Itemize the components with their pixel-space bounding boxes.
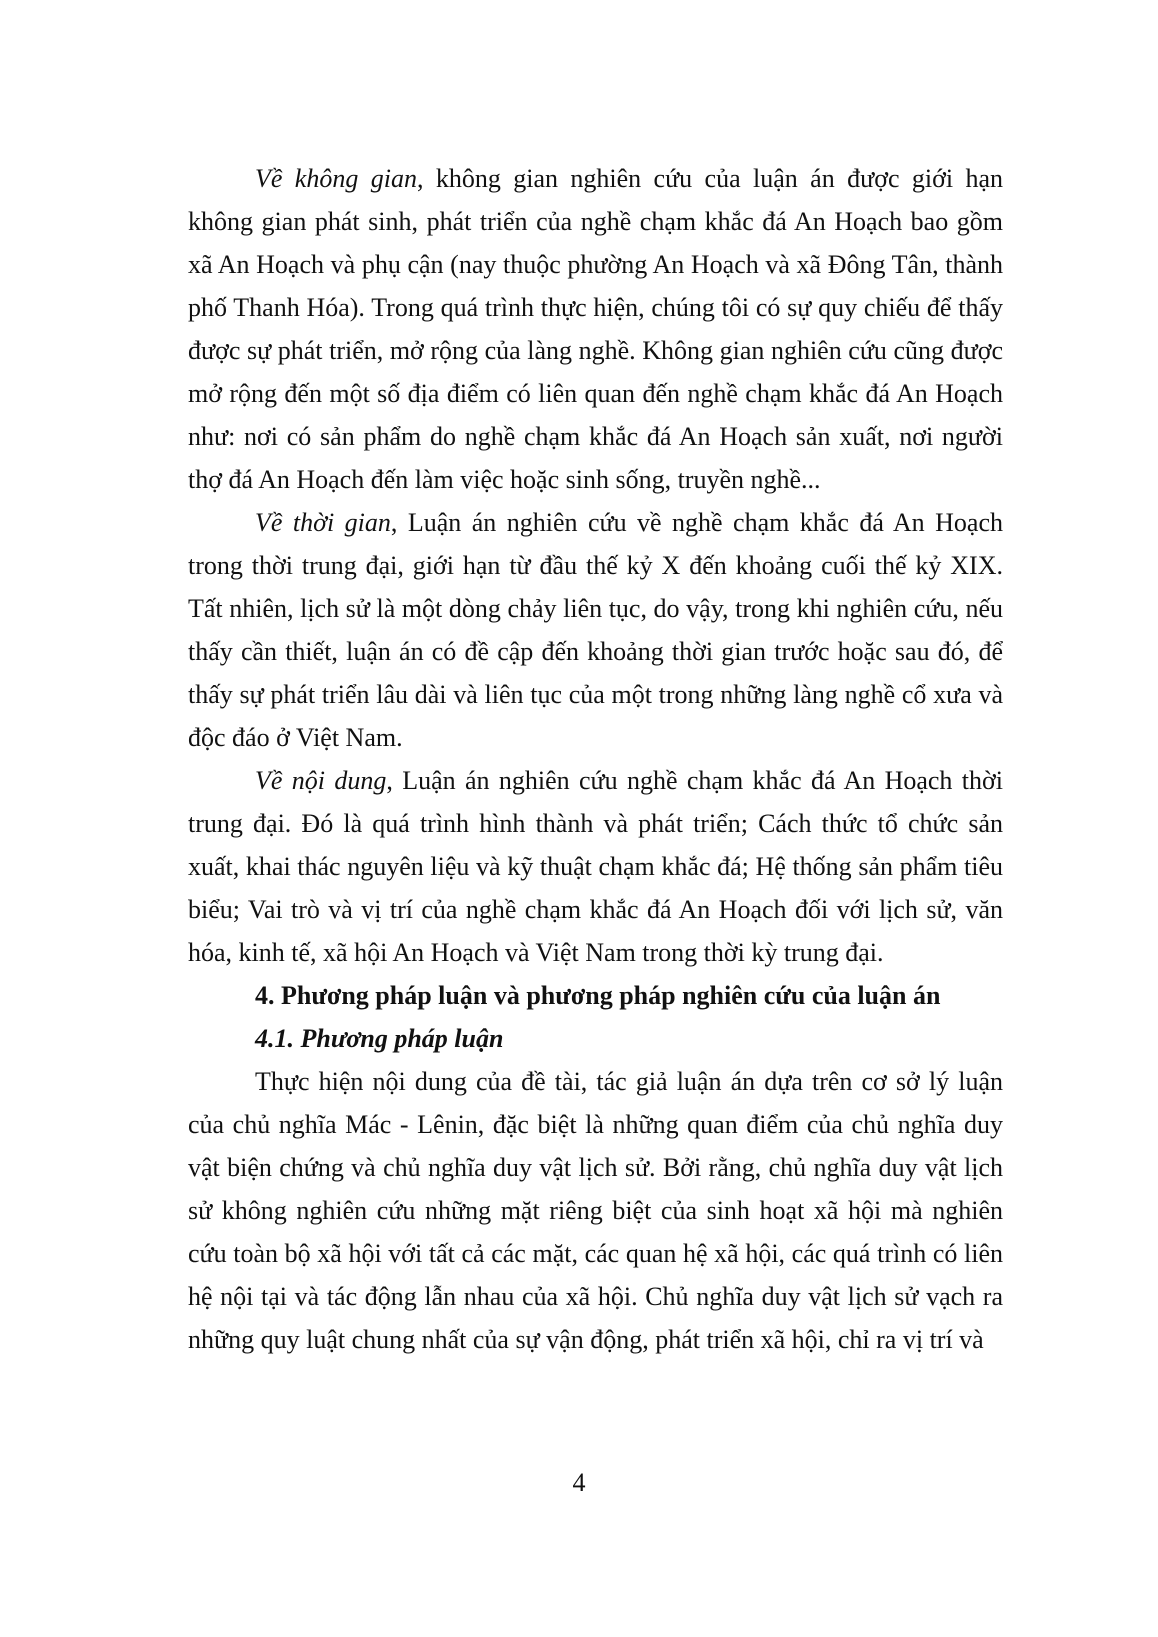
paragraph-lead: Về thời gian (255, 508, 391, 537)
paragraph-lead: Về không gian (255, 164, 417, 193)
page-number: 4 (572, 1468, 586, 1497)
page-content (188, 157, 1003, 1361)
paragraph-lead: Về nội dung (255, 766, 387, 795)
paragraph-content-scope (188, 759, 1003, 974)
paragraph-space-scope (188, 157, 1003, 501)
paragraph-methodology: Thực hiện nội dung của đề tài, tác giả luận án dựa trên cơ sở lý luận của chủ nghĩa Mác - Lênin, đặc biệt là những quan điểm của chủ nghĩa duy vật biện chứng và chủ nghĩa duy vật lịch sử. Bởi rằng, chủ nghĩa duy vật lịch sử không nghiên cứu những mặt riêng biệt của sinh hoạt xã hội mà nghiên cứu toàn bộ xã hội với tất cả các mặt, các quan hệ xã hội, các quá trình có liên hệ nội tại và tác động lẫn nhau của xã hội. Chủ nghĩa duy vật lịch sử vạch ra những quy luật chung nhất của sự vận động, phát triển xã hội, chỉ ra vị trí và (188, 1067, 1003, 1354)
subsection-heading: 4.1. Phương pháp luận (255, 1024, 504, 1053)
paragraph-text: , không gian nghiên cứu của luận án được giới hạn không gian phát sinh, phát triển của nghề chạm khắc đá An Hoạch bao gồm xã An Hoạch và phụ cận (nay thuộc phường An Hoạch và xã Đông Tân, thành phố Thanh Hóa). Trong quá trình thực hiện, chúng tôi có sự quy chiếu để thấy được sự phát triển, mở rộng của làng nghề. Không gian nghiên cứu cũng được mở rộng đến một số địa điểm có liên quan đến nghề chạm khắc đá An Hoạch như: nơi có sản phẩm do nghề chạm khắc đá An Hoạch sản xuất, nơi người thợ đá An Hoạch đến làm việc hoặc sinh sống, truyền nghề... (188, 164, 1003, 494)
paragraph-text: , Luận án nghiên cứu nghề chạm khắc đá An Hoạch thời trung đại. Đó là quá trình hình thành và phát triển; Cách thức tổ chức sản xuất, khai thác nguyên liệu và kỹ thuật chạm khắc đá; Hệ thống sản phẩm tiêu biểu; Vai trò và vị trí của nghề chạm khắc đá An Hoạch đối với lịch sử, văn hóa, kinh tế, xã hội An Hoạch và Việt Nam trong thời kỳ trung đại. (188, 766, 1003, 967)
section-heading: 4. Phương pháp luận và phương pháp nghiên cứu của luận án (255, 981, 941, 1010)
paragraph-time-scope (188, 501, 1003, 759)
paragraph-text: , Luận án nghiên cứu về nghề chạm khắc đá An Hoạch trong thời trung đại, giới hạn từ đầu thế kỷ X đến khoảng cuối thế kỷ XIX. Tất nhiên, lịch sử là một dòng chảy liên tục, do vậy, trong khi nghiên cứu, nếu thấy cần thiết, luận án có đề cập đến khoảng thời gian trước hoặc sau đó, để thấy sự phát triển lâu dài và liên tục của một trong những làng nghề cổ xưa và độc đáo ở Việt Nam. (188, 508, 1004, 752)
